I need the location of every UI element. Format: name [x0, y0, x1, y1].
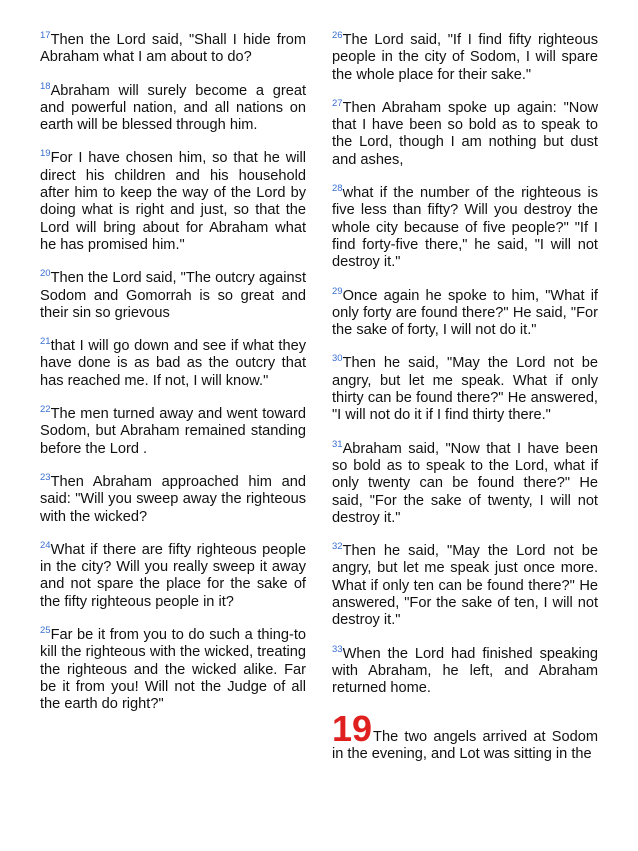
verse-text: what if the number of the righteous is five less than fifty? Will you destroy the whole city because of five people?" "If I find forty-five there," he said, "I will not destroy it.": [332, 185, 598, 271]
verse-text: Far be it from you to do such a thing-to kill the righteous with the wicked, treating the righteous and the wicked alike. Far be it from you! Will not the Judge of all the earth do right?": [40, 627, 306, 713]
verse-text: Abraham will surely become a great and powerful nation, and all nations on earth will be blessed through him.: [40, 82, 306, 134]
verse: [40, 32, 306, 67]
verse: [40, 471, 306, 526]
verse-text: Then Abraham spoke up again: "Now that I have been so bold as to speak to the Lord, though I am nothing but dust and ashes,: [332, 99, 598, 168]
verse-number: 27: [332, 97, 343, 109]
verse-number: 17: [40, 30, 51, 41]
chapter-number: 19: [332, 707, 373, 749]
verse-number: 31: [332, 438, 343, 450]
verse: [40, 150, 306, 254]
verse-text: For I have chosen him, so that he will direct his children and his household after him to keep the way of the Lord by doing what is right and just, so that the Lord will bring about for Abraham what he has promised him.": [40, 150, 306, 253]
verse-text: The men turned away and went toward Sodom, but Abraham remained standing before the Lord .: [40, 406, 306, 457]
verse-number: 21: [40, 336, 51, 348]
verse: [332, 185, 598, 271]
verse-text: Then he said, "May the Lord not be angry, but let me speak. What if only thirty can be found there?" He answered, "I will not do it if I find thirty there.": [332, 355, 598, 424]
verse: [332, 543, 598, 629]
verse-number: 28: [332, 183, 343, 195]
verse: [332, 97, 598, 169]
verse-number: 18: [40, 80, 51, 92]
verse-text: When the Lord had finished speaking with Abraham, he left, and Abraham returned home.: [332, 645, 598, 697]
verse-number: 25: [40, 625, 51, 637]
verse-number: 32: [332, 541, 343, 553]
verse: [332, 355, 598, 424]
verse-text: The Lord said, "If I find fifty righteous people in the city of Sodom, I will spare the whole place for their sake.": [332, 32, 598, 83]
verse: [332, 285, 598, 340]
verse: [40, 270, 306, 322]
verse: [40, 406, 306, 458]
verse: [40, 80, 306, 135]
verse-text: Abraham said, "Now that I have been so bold as to speak to the Lord, what if only twenty can be found there?" He said, "For the sake of twenty, I will not destroy it.": [332, 440, 598, 526]
verse-text: Then he said, "May the Lord not be angry, but let me speak just once more. What if only ten can be found there?" He answered, "For the sake of ten, I will not destroy it.": [332, 543, 598, 629]
verse-text: that I will go down and see if what they have done is as bad as the outcry that has reached me. If not, I will know.": [40, 338, 306, 389]
verse-text: Then the Lord said, "Shall I hide from Abraham what I am about to do?: [40, 32, 306, 66]
verse-number: 30: [332, 353, 343, 365]
verse-number: 26: [332, 30, 343, 41]
verse: [40, 627, 306, 713]
verse-text: Then Abraham approached him and said: "Will you sweep away the righteous with the wicked?: [40, 473, 306, 525]
verse: [40, 338, 306, 390]
verse-text: Then the Lord said, "The outcry against Sodom and Gomorrah is so great and their sin so grievous: [40, 270, 306, 321]
left-column: [40, 32, 306, 730]
verse-text: What if there are fifty righteous people in the city? Will you really sweep it away and not spare the place for the sake of the fifty righteous people in it?: [40, 541, 306, 610]
verse-number: 33: [332, 643, 343, 655]
verse: [40, 539, 306, 611]
chapter-start: [332, 707, 598, 764]
chapter-text: The two angels arrived at Sodom in the evening, and Lot was sitting in the: [332, 728, 598, 762]
verse-text: Once again he spoke to him, "What if only forty are found there?" He said, "For the sake of forty, I will not do it.": [332, 287, 598, 339]
verse: [332, 643, 598, 698]
verse-number: 23: [40, 471, 51, 483]
right-column: [332, 32, 598, 778]
verse-number: 22: [40, 404, 51, 416]
verse-number: 19: [40, 148, 51, 160]
verse-number: 20: [40, 268, 51, 280]
verse: [332, 32, 598, 84]
verse-number: 24: [40, 539, 51, 551]
verse-number: 29: [332, 285, 343, 297]
verse: [332, 438, 598, 527]
